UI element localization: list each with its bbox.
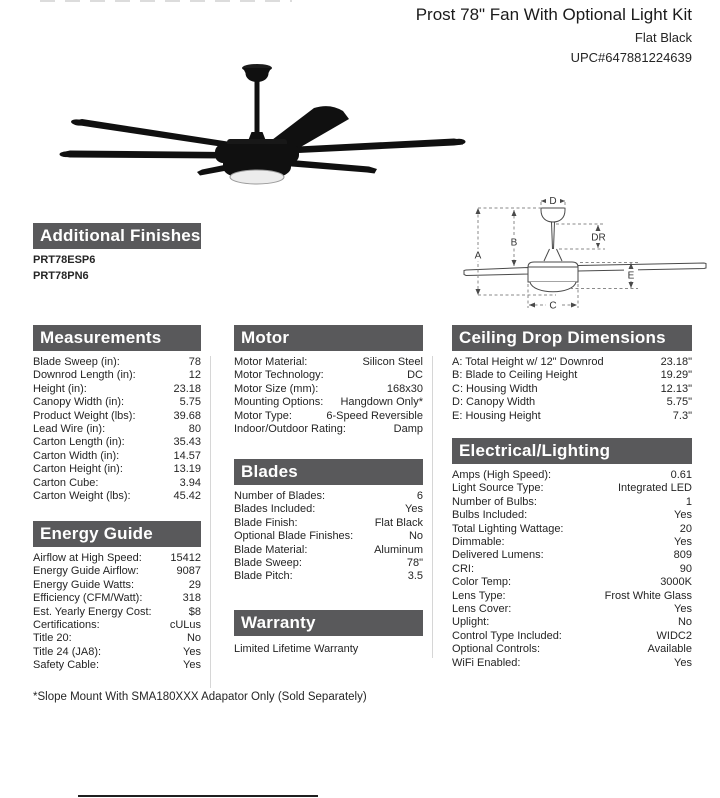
finish-list bbox=[33, 253, 201, 284]
spec-label: Delivered Lumens: bbox=[452, 549, 544, 562]
spec-row bbox=[452, 536, 692, 549]
section-header-warranty: Warranty bbox=[234, 610, 423, 636]
upc-code: UPC#647881224639 bbox=[570, 50, 692, 65]
spec-row bbox=[33, 463, 201, 476]
spec-value: No bbox=[408, 530, 423, 543]
spec-row bbox=[452, 616, 692, 629]
spec-value: 80 bbox=[188, 423, 201, 436]
spec-row bbox=[452, 576, 692, 589]
spec-value: Yes bbox=[674, 536, 692, 549]
spec-label: Number of Bulbs: bbox=[452, 495, 537, 508]
spec-value: Integrated LED bbox=[618, 482, 692, 495]
diagram-fan-outline bbox=[464, 208, 706, 292]
label-B: B bbox=[510, 237, 518, 249]
blades-section bbox=[234, 459, 423, 584]
spec-value: Available bbox=[647, 643, 692, 656]
spec-row bbox=[33, 659, 201, 672]
spec-label: Total Lighting Wattage: bbox=[452, 522, 564, 535]
spec-label: Height (in): bbox=[33, 382, 87, 395]
spec-label: Optional Blade Finishes: bbox=[234, 530, 354, 543]
spec-value: 3.94 bbox=[179, 476, 201, 489]
spec-row bbox=[33, 383, 201, 396]
spec-row bbox=[234, 356, 423, 369]
spec-row bbox=[452, 383, 692, 396]
spec-row bbox=[234, 410, 423, 423]
spec-label: Title 24 (JA8): bbox=[33, 645, 102, 658]
label-DR: DR bbox=[591, 232, 606, 244]
energy-guide-section bbox=[33, 521, 201, 673]
spec-row bbox=[234, 530, 423, 543]
column-divider-left bbox=[210, 356, 211, 688]
spec-row bbox=[33, 369, 201, 382]
spec-value: Aluminum bbox=[374, 543, 423, 556]
spec-row bbox=[452, 563, 692, 576]
spec-row bbox=[33, 606, 201, 619]
spec-value: 5.75 bbox=[179, 396, 201, 409]
spec-value: 3000K bbox=[660, 576, 692, 589]
spec-label: Energy Guide Watts: bbox=[33, 578, 135, 591]
spec-row bbox=[452, 356, 692, 369]
spec-label: Product Weight (lbs): bbox=[33, 409, 136, 422]
spec-row bbox=[234, 517, 423, 530]
spec-label: D: Canopy Width bbox=[452, 396, 536, 409]
spec-value: 5.75" bbox=[666, 396, 692, 409]
spec-value: No bbox=[186, 632, 201, 645]
label-C: C bbox=[549, 300, 557, 312]
spec-value: 3.5 bbox=[407, 570, 423, 583]
spec-value: 15412 bbox=[170, 552, 201, 564]
spec-row bbox=[33, 477, 201, 490]
spec-row bbox=[452, 523, 692, 536]
spec-label: Blade Finish: bbox=[234, 516, 298, 529]
spec-label: Blade Pitch: bbox=[234, 570, 293, 583]
spec-label: Color Temp: bbox=[452, 576, 512, 589]
spec-row bbox=[33, 579, 201, 592]
spec-value: 1 bbox=[685, 495, 692, 508]
spec-row bbox=[234, 490, 423, 503]
spec-label: Optional Controls: bbox=[452, 643, 541, 656]
spec-value: 318 bbox=[182, 592, 201, 605]
fan-body bbox=[60, 64, 466, 184]
spec-row bbox=[234, 369, 423, 382]
spec-row bbox=[33, 552, 201, 565]
motor-rows bbox=[234, 356, 423, 436]
spec-label: Airflow at High Speed: bbox=[33, 552, 142, 564]
spec-value: 13.19 bbox=[173, 463, 201, 476]
label-D: D bbox=[549, 196, 557, 207]
spec-label: Carton Cube: bbox=[33, 476, 99, 489]
spec-value: $8 bbox=[188, 605, 201, 618]
additional-finishes-section bbox=[33, 223, 201, 284]
spec-value: 12.13" bbox=[660, 382, 692, 395]
page-title: Prost 78" Fan With Optional Light Kit bbox=[415, 5, 692, 24]
spec-value: 12 bbox=[188, 369, 201, 382]
spec-label: Energy Guide Airflow: bbox=[33, 565, 139, 578]
spec-value: 7.3" bbox=[672, 409, 692, 422]
spec-value: Yes bbox=[674, 509, 692, 522]
spec-row bbox=[452, 369, 692, 382]
spec-value: Yes bbox=[674, 603, 692, 616]
spec-label: Canopy Width (in): bbox=[33, 396, 125, 409]
spec-row bbox=[33, 450, 201, 463]
electrical-lighting-section bbox=[452, 438, 692, 670]
spec-label: Certifications: bbox=[33, 619, 100, 632]
spec-value: 29 bbox=[188, 578, 201, 591]
spec-value: 14.57 bbox=[173, 449, 201, 462]
spec-label: Carton Width (in): bbox=[33, 449, 120, 462]
spec-row bbox=[33, 410, 201, 423]
dimension-diagram bbox=[460, 168, 710, 316]
light-lens bbox=[230, 170, 284, 184]
spec-row bbox=[33, 632, 201, 645]
spec-row bbox=[33, 436, 201, 449]
fan-product-image bbox=[30, 57, 470, 225]
ceiling-drop-rows bbox=[452, 356, 692, 423]
spec-label: Motor Material: bbox=[234, 356, 308, 368]
spec-row bbox=[452, 590, 692, 603]
spec-row bbox=[33, 396, 201, 409]
spec-row bbox=[33, 490, 201, 503]
spec-row bbox=[452, 630, 692, 643]
spec-value: Hangdown Only* bbox=[340, 396, 423, 409]
spec-row bbox=[452, 603, 692, 616]
spec-label: A: Total Height w/ 12" Downrod bbox=[452, 356, 604, 368]
spec-value: WIDC2 bbox=[656, 629, 692, 642]
section-header-electrical: Electrical/Lighting bbox=[452, 438, 692, 464]
spec-row bbox=[234, 544, 423, 557]
spec-label: Uplight: bbox=[452, 616, 490, 629]
section-header-motor: Motor bbox=[234, 325, 423, 351]
spec-label: Blade Sweep: bbox=[234, 557, 302, 570]
spec-label: WiFi Enabled: bbox=[452, 656, 521, 669]
spec-label: Blade Sweep (in): bbox=[33, 356, 120, 368]
motor-section bbox=[234, 325, 423, 436]
label-E: E bbox=[627, 270, 635, 282]
slope-mount-footnote: *Slope Mount With SMA180XXX Adapator Only (Sold Separately) bbox=[33, 691, 367, 703]
warranty-section bbox=[234, 610, 423, 655]
spec-row bbox=[452, 410, 692, 423]
spec-label: Motor Technology: bbox=[234, 369, 324, 382]
section-header-additional-finishes: Additional Finishes bbox=[33, 223, 201, 249]
spec-row bbox=[234, 383, 423, 396]
spec-label: Est. Yearly Energy Cost: bbox=[33, 605, 152, 618]
spec-label: B: Blade to Ceiling Height bbox=[452, 369, 578, 382]
spec-value: 20 bbox=[679, 522, 692, 535]
spec-label: Control Type Included: bbox=[452, 629, 562, 642]
spec-label: Lead Wire (in): bbox=[33, 423, 106, 436]
spec-label: Carton Weight (lbs): bbox=[33, 490, 131, 503]
section-header-blades: Blades bbox=[234, 459, 423, 485]
spec-label: Carton Length (in): bbox=[33, 436, 125, 449]
spec-label: Motor Type: bbox=[234, 409, 292, 422]
spec-value: 0.61 bbox=[670, 469, 692, 481]
spec-label: E: Housing Height bbox=[452, 409, 541, 422]
spec-value: 809 bbox=[673, 549, 692, 562]
spec-value: cULus bbox=[169, 619, 201, 632]
spec-value: Flat Black bbox=[374, 516, 423, 529]
spec-label: Indoor/Outdoor Rating: bbox=[234, 423, 346, 436]
spec-value: Damp bbox=[393, 423, 423, 436]
finish-name: Flat Black bbox=[634, 30, 692, 45]
measurements-section bbox=[33, 325, 201, 503]
spec-value: 23.18" bbox=[660, 356, 692, 368]
spec-row bbox=[234, 503, 423, 516]
warranty-text: Limited Lifetime Warranty bbox=[234, 643, 359, 655]
spec-label: Light Source Type: bbox=[452, 482, 544, 495]
spec-value: 168x30 bbox=[386, 382, 423, 395]
section-header-energy-guide: Energy Guide bbox=[33, 521, 201, 547]
spec-value: 90 bbox=[679, 562, 692, 575]
spec-row bbox=[234, 557, 423, 570]
spec-value: Frost White Glass bbox=[604, 589, 692, 602]
spec-row bbox=[452, 396, 692, 409]
electrical-rows bbox=[452, 469, 692, 670]
cropped-bottom-line bbox=[78, 795, 318, 797]
spec-row bbox=[452, 496, 692, 509]
ceiling-drop-section bbox=[452, 325, 692, 423]
spec-row bbox=[234, 570, 423, 583]
energy-guide-rows bbox=[33, 552, 201, 673]
spec-value: Yes bbox=[183, 659, 201, 672]
spec-value: 6 bbox=[416, 490, 423, 502]
spec-label: Safety Cable: bbox=[33, 659, 100, 672]
spec-row bbox=[33, 619, 201, 632]
spec-value: DC bbox=[407, 369, 423, 382]
spec-value: Yes bbox=[674, 656, 692, 669]
spec-value: Silicon Steel bbox=[362, 356, 423, 368]
spec-row bbox=[452, 549, 692, 562]
section-header-measurements: Measurements bbox=[33, 325, 201, 351]
spec-value: 9087 bbox=[176, 565, 201, 578]
spec-label: Lens Type: bbox=[452, 589, 506, 602]
spec-row bbox=[33, 646, 201, 659]
spec-label: Lens Cover: bbox=[452, 603, 512, 616]
spec-label: Amps (High Speed): bbox=[452, 469, 552, 481]
spec-value: Yes bbox=[405, 503, 423, 516]
section-header-ceiling-drop: Ceiling Drop Dimensions bbox=[452, 325, 692, 351]
spec-value: 39.68 bbox=[173, 409, 201, 422]
spec-label: Bulbs Included: bbox=[452, 509, 528, 522]
spec-label: Efficiency (CFM/Watt): bbox=[33, 592, 143, 605]
spec-label: Blade Material: bbox=[234, 543, 308, 556]
spec-row bbox=[452, 482, 692, 495]
spec-value: 19.29" bbox=[660, 369, 692, 382]
spec-label: Downrod Length (in): bbox=[33, 369, 136, 382]
measurements-rows bbox=[33, 356, 201, 503]
finish-model-number: PRT78PN6 bbox=[33, 269, 89, 282]
spec-label: CRI: bbox=[452, 562, 474, 575]
spec-value: 78" bbox=[406, 557, 423, 570]
spec-label: Number of Blades: bbox=[234, 490, 326, 502]
spec-value: 78 bbox=[188, 356, 201, 368]
spec-row bbox=[33, 565, 201, 578]
column-divider-right bbox=[432, 356, 433, 658]
spec-row bbox=[452, 509, 692, 522]
spec-row bbox=[452, 469, 692, 482]
spec-row bbox=[234, 396, 423, 409]
spec-value: No bbox=[677, 616, 692, 629]
spec-label: Dimmable: bbox=[452, 536, 505, 549]
blades-rows bbox=[234, 490, 423, 584]
spec-value: 35.43 bbox=[173, 436, 201, 449]
label-A: A bbox=[474, 250, 482, 262]
spec-row bbox=[452, 643, 692, 656]
spec-row bbox=[33, 592, 201, 605]
spec-value: Yes bbox=[183, 645, 201, 658]
spec-row bbox=[33, 356, 201, 369]
spec-label: Motor Size (mm): bbox=[234, 382, 319, 395]
spec-label: C: Housing Width bbox=[452, 382, 538, 395]
spec-label: Carton Height (in): bbox=[33, 463, 123, 476]
cropped-logo-remnant bbox=[40, 0, 292, 2]
spec-value: 6-Speed Reversible bbox=[326, 409, 423, 422]
spec-label: Mounting Options: bbox=[234, 396, 324, 409]
spec-label: Blades Included: bbox=[234, 503, 316, 516]
spec-value: 45.42 bbox=[173, 490, 201, 503]
spec-label: Title 20: bbox=[33, 632, 72, 645]
spec-row bbox=[33, 423, 201, 436]
spec-row bbox=[234, 423, 423, 436]
spec-row bbox=[452, 657, 692, 670]
spec-value: 23.18 bbox=[173, 382, 201, 395]
finish-model-number: PRT78ESP6 bbox=[33, 254, 96, 266]
